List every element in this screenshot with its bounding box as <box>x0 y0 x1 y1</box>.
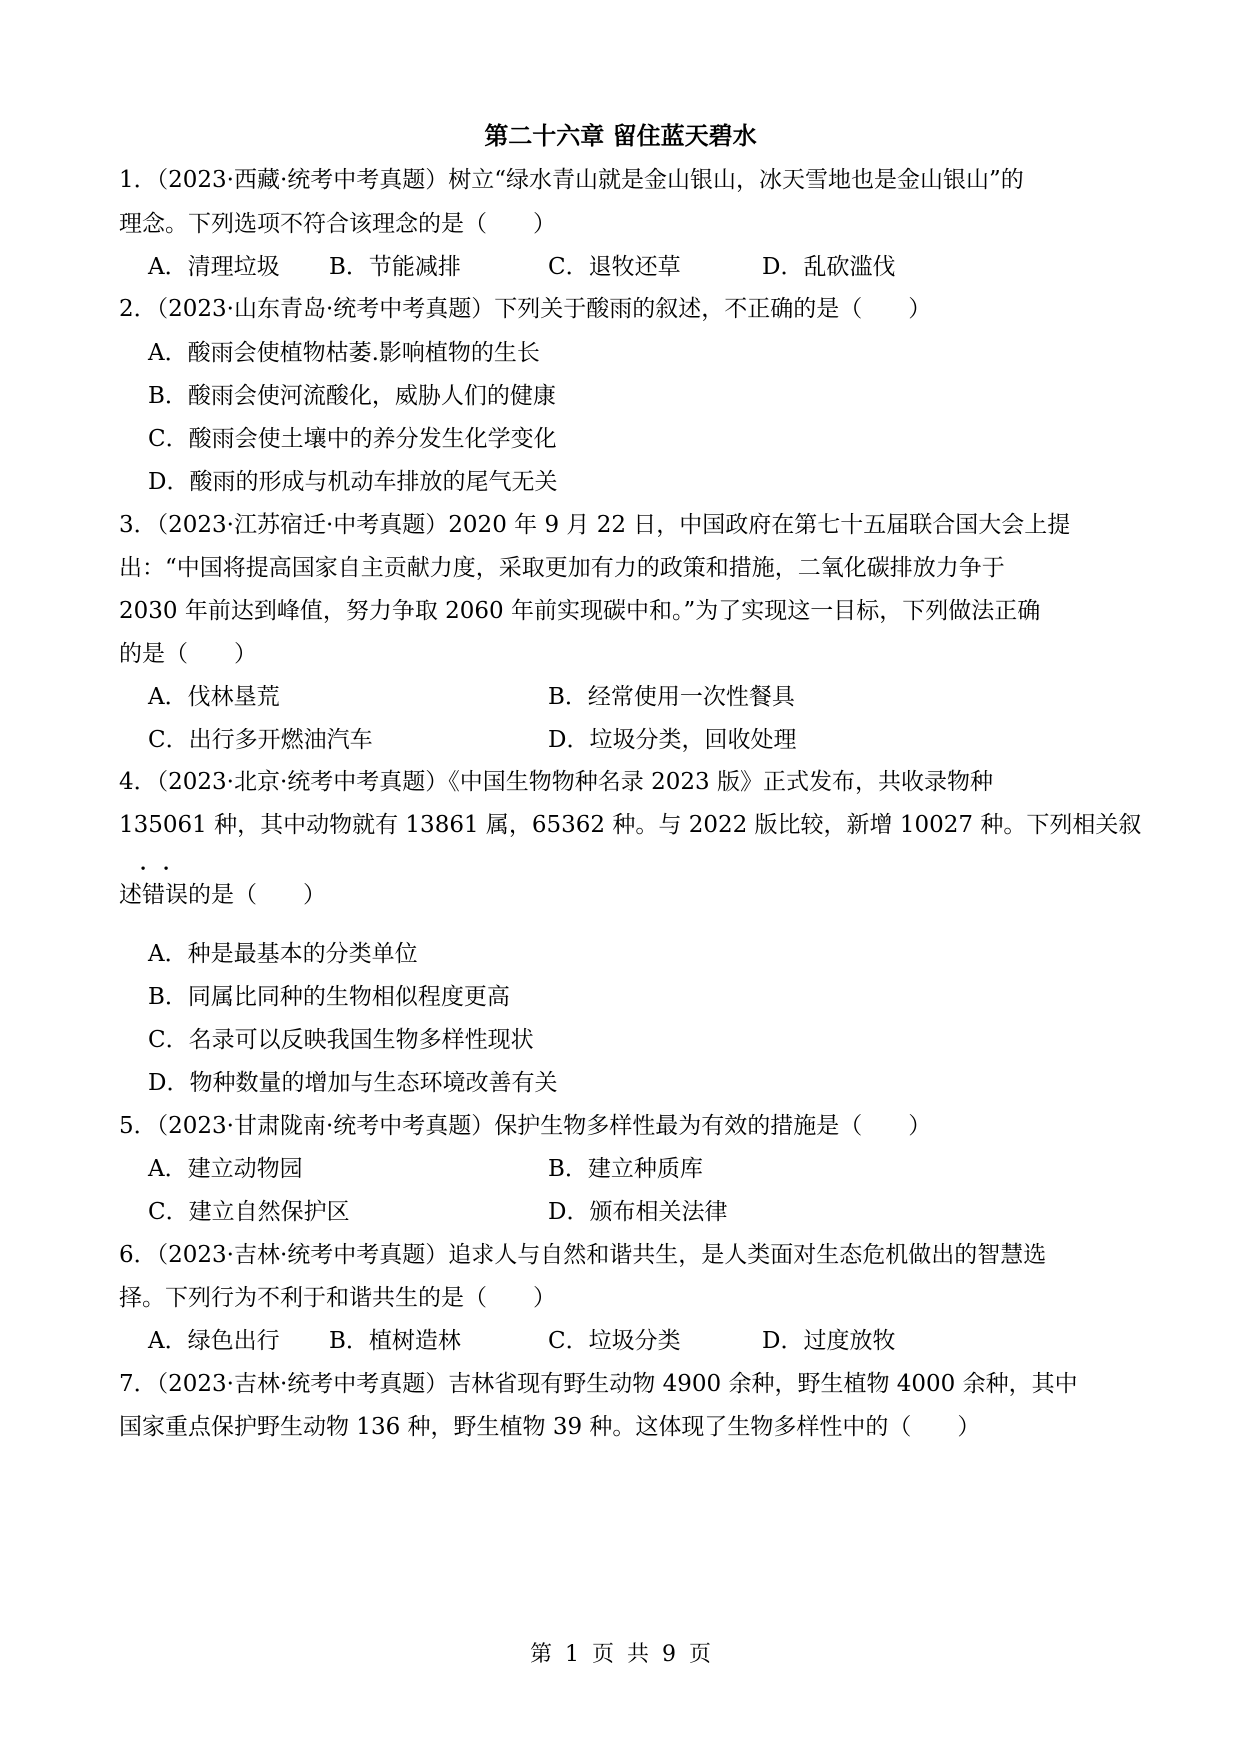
q1-option-d: D．乱砍滥伐 <box>762 254 896 280</box>
q6-option-a: A．绿色出行 <box>148 1328 280 1354</box>
q1-option-b: B．节能减排 <box>329 254 461 280</box>
q2-option-c: C．酸雨会使土壤中的养分发生化学变化 <box>148 426 557 452</box>
q6-option-b: B．植树造林 <box>329 1328 461 1354</box>
q3-option-c: C．出行多开燃油汽车 <box>148 727 373 753</box>
q3-stem-line-2: 出：“中国将提高国家自主贡献力度，采取更加有力的政策和措施，二氧化碳排放力争于 <box>119 555 1005 581</box>
q7-stem-line-1: 7．（2023·吉林·统考中考真题）吉林省现有野生动物 4900 余种，野生植物 4000 余种，其中 <box>119 1371 1078 1397</box>
q6-stem-line-2: 择。下列行为不利于和谐共生的是（ ） <box>119 1285 556 1311</box>
emphasis-dot: ． <box>163 850 183 874</box>
q1-stem-line-1: 1．（2023·西藏·统考中考真题）树立“绿水青山就是金山银山，冰天雪地也是金山银山”的 <box>119 167 1024 193</box>
emphasis-dot: ． <box>140 850 160 874</box>
q4-option-d: D．物种数量的增加与生态环境改善有关 <box>148 1070 558 1096</box>
q3-option-d: D．垃圾分类，回收处理 <box>548 727 797 753</box>
q2-option-d: D．酸雨的形成与机动车排放的尾气无关 <box>148 469 558 495</box>
q2-stem-line-1: 2．（2023·山东青岛·统考中考真题）下列关于酸雨的叙述，不正确的是（ ） <box>119 296 932 322</box>
q6-option-c: C．垃圾分类 <box>548 1328 681 1354</box>
q5-option-a: A．建立动物园 <box>148 1156 303 1182</box>
q4-stem-line-3: 述错误的是（ ） <box>119 882 326 908</box>
q5-option-c: C．建立自然保护区 <box>148 1199 350 1225</box>
chapter-title: 第二十六章 留住蓝天碧水 <box>484 121 757 150</box>
q6-stem-line-1: 6．（2023·吉林·统考中考真题）追求人与自然和谐共生，是人类面对生态危机做出的智慧选 <box>119 1242 1047 1268</box>
q2-option-b: B．酸雨会使河流酸化，威胁人们的健康 <box>148 383 556 409</box>
q4-stem-line-2: 135061 种，其中动物就有 13861 属，65362 种。与 2022 版比较，新增 10027 种。下列相关叙 <box>119 812 1142 838</box>
q3-option-b: B．经常使用一次性餐具 <box>548 684 795 710</box>
q5-option-d: D．颁布相关法律 <box>548 1199 728 1225</box>
q2-option-a: A．酸雨会使植物枯萎.影响植物的生长 <box>148 340 540 366</box>
q5-option-b: B．建立种质库 <box>548 1156 703 1182</box>
q4-option-c: C．名录可以反映我国生物多样性现状 <box>148 1027 534 1053</box>
q6-option-d: D．过度放牧 <box>762 1328 896 1354</box>
q3-stem-line-3: 2030 年前达到峰值，努力争取 2060 年前实现碳中和。”为了实现这一目标，下列做法正确 <box>119 598 1041 624</box>
q1-stem-line-2: 理念。下列选项不符合该理念的是（ ） <box>119 211 556 237</box>
q7-stem-line-2: 国家重点保护野生动物 136 种，野生植物 39 种。这体现了生物多样性中的（ ） <box>119 1414 981 1440</box>
q4-option-a: A．种是最基本的分类单位 <box>148 941 418 967</box>
q4-option-b: B．同属比同种的生物相似程度更高 <box>148 984 510 1010</box>
q4-stem-line-1: 4．（2023·北京·统考中考真题）《中国生物物种名录 2023 版》正式发布，共收录物种 <box>119 769 993 795</box>
q3-stem-line-1: 3．（2023·江苏宿迁·中考真题）2020 年 9 月 22 日，中国政府在第七十五届联合国大会上提 <box>119 512 1071 538</box>
q5-stem-line-1: 5．（2023·甘肃陇南·统考中考真题）保护生物多样性最为有效的措施是（ ） <box>119 1113 932 1139</box>
page-number: 第 1 页 共 9 页 <box>530 1642 711 1667</box>
q1-option-a: A．清理垃圾 <box>148 254 280 280</box>
q3-stem-line-4: 的是（ ） <box>119 641 257 667</box>
q3-option-a: A．伐林垦荒 <box>148 684 280 710</box>
q1-option-c: C．退牧还草 <box>548 254 681 280</box>
